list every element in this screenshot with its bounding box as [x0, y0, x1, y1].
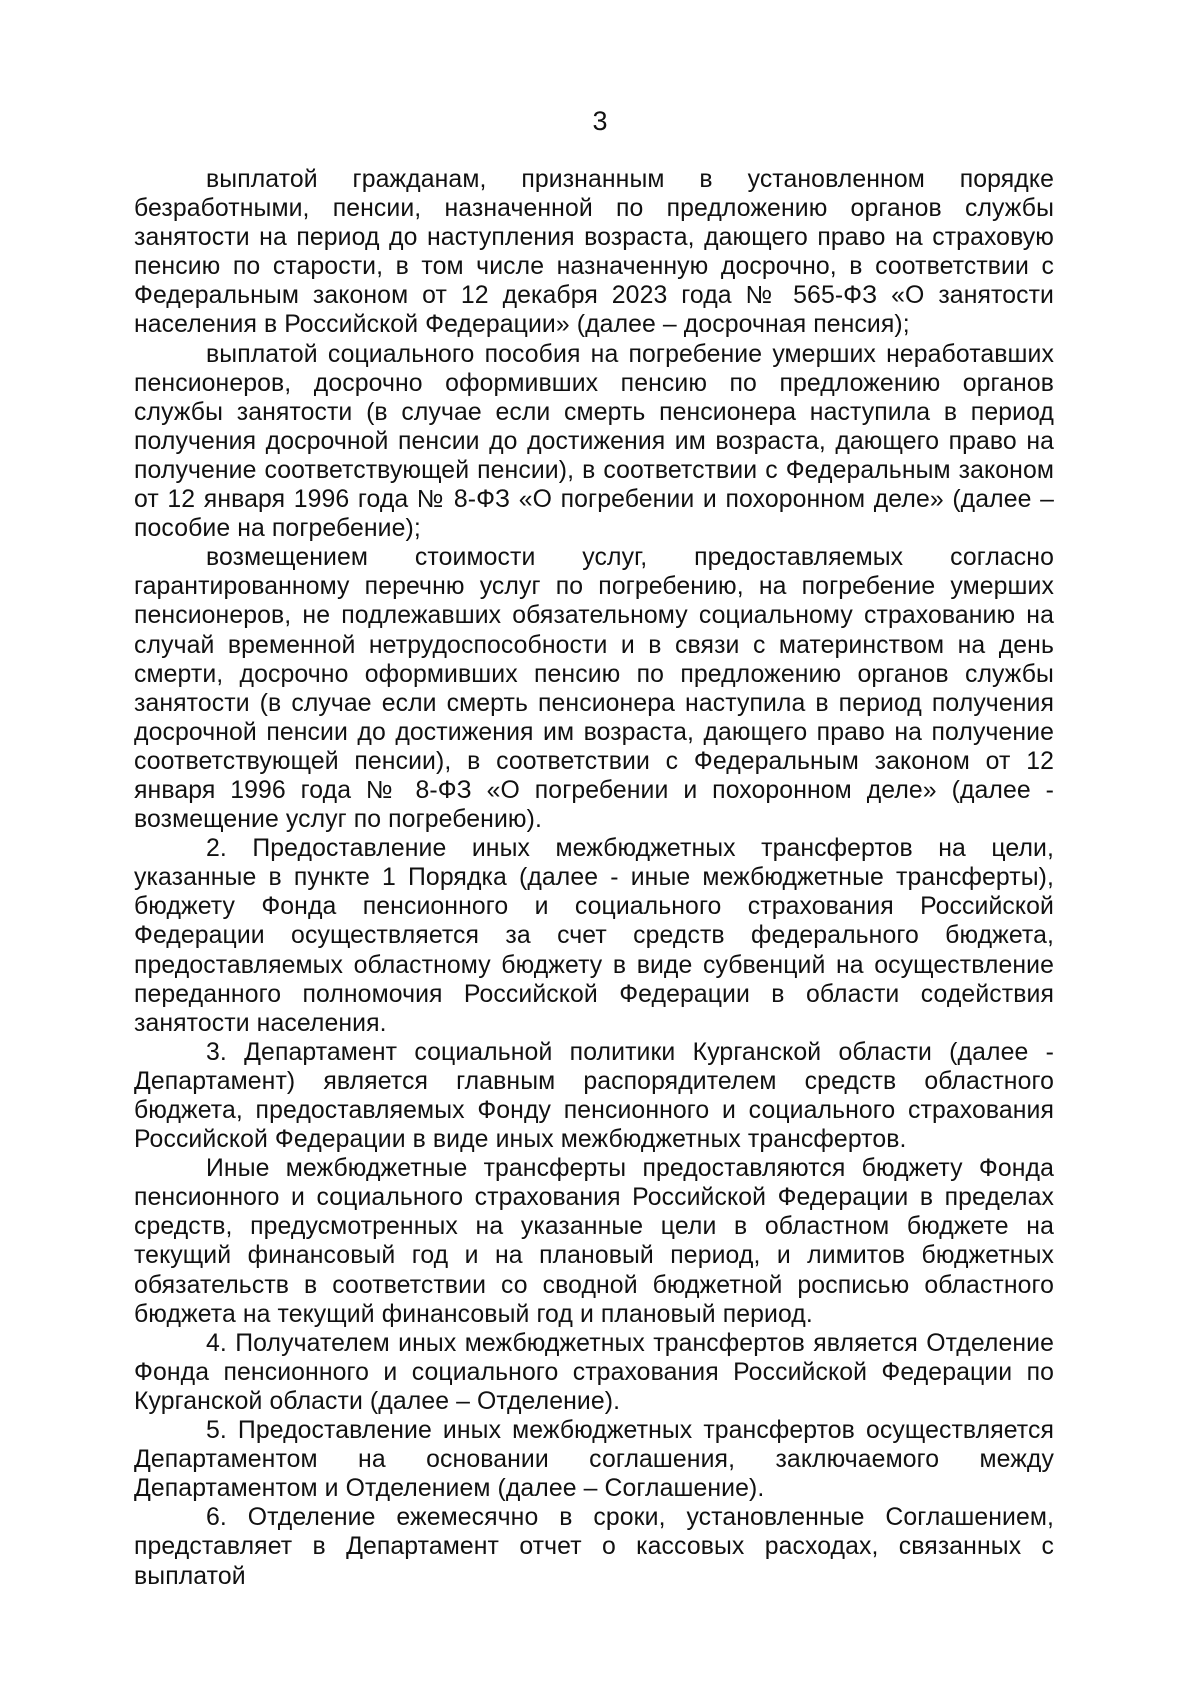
- page-number: 3: [592, 106, 608, 136]
- document-body: [134, 165, 1054, 1591]
- paragraph-unemployed-pension: выплатой гражданам, признанным в установленном порядке безработными, пенсии, назначенной по предложению органов службы занятости на период до наступления возраста, дающего право на страховую пенсию по старости, в том числе назначенную досрочно, в соответствии с Федеральным законом от 12 декабря 2023 года № 565-ФЗ «О занятости населения в Российской Федерации» (далее – досрочная пенсия);: [134, 166, 1054, 339]
- paragraph-burial-allowance: выплатой социального пособия на погребение умерших неработавших пенсионеров, досрочно оформивших пенсию по предложению органов службы занятости (в случае если смерть пенсионера наступила в период получения досрочной пенсии до достижения им возраста, дающего право на получение соответствующей пенсии), в соответствии с Федеральным законом от 12 января 1996 года № 8-ФЗ «О погребении и похоронном деле» (далее – пособие на погребение);: [134, 340, 1054, 543]
- paragraph-item-6: 6. Отделение ежемесячно в сроки, установленные Соглашением, представляет в Департамент отчет о кассовых расходах, связанных с выплатой: [134, 1504, 1054, 1590]
- paragraph-item-5: 5. Предоставление иных межбюджетных трансфертов осуществляется Департаментом на основании соглашения, заключаемого между Департаментом и Отделением (далее – Соглашение).: [134, 1417, 1054, 1503]
- paragraph-item-3: 3. Департамент социальной политики Курганской области (далее - Департамент) является главным распорядителем средств областного бюджета, предоставляемых Фонду пенсионного и социального страхования Российской Федерации в виде иных межбюджетных трансфертов.: [134, 1038, 1054, 1154]
- paragraph-transfers-limits: Иные межбюджетные трансферты предоставляются бюджету Фонда пенсионного и социального страхования Российской Федерации в пределах средств, предусмотренных на указанные цели в областном бюджете на текущий финансовый год и на плановый период, и лимитов бюджетных обязательств в соответствии со сводной бюджетной росписью областного бюджета на текущий финансовый год и плановый период.: [134, 1155, 1054, 1328]
- paragraph-item-4: 4. Получателем иных межбюджетных трансфертов является Отделение Фонда пенсионного и социального страхования Российской Федерации по Курганской области (далее – Отделение).: [134, 1329, 1054, 1415]
- paragraph-item-2: 2. Предоставление иных межбюджетных трансфертов на цели, указанные в пункте 1 Порядка (далее - иные межбюджетные трансферты), бюджету Фонда пенсионного и социального страхования Российской Федерации осуществляется за счет средств федерального бюджета, предоставляемых областному бюджету в виде субвенций на осуществление переданного полномочия Российской Федерации в области содействия занятости населения.: [134, 835, 1054, 1037]
- paragraph-burial-services-reimbursement: возмещением стоимости услуг, предоставляемых согласно гарантированному перечню услуг по погребению, на погребение умерших пенсионеров, не подлежавших обязательному социальному страхованию на случай временной нетрудоспособности и в связи с материнством на день смерти, досрочно оформивших пенсию по предложению органов службы занятости (в случае если смерть пенсионера наступила в период получения досрочной пенсии до достижения им возраста, дающего право на получение соответствующей пенсии), в соответствии с Федеральным законом от 12 января 1996 года № 8-ФЗ «О погребении и похоронном деле» (далее - возмещение услуг по погребению).: [134, 544, 1054, 834]
